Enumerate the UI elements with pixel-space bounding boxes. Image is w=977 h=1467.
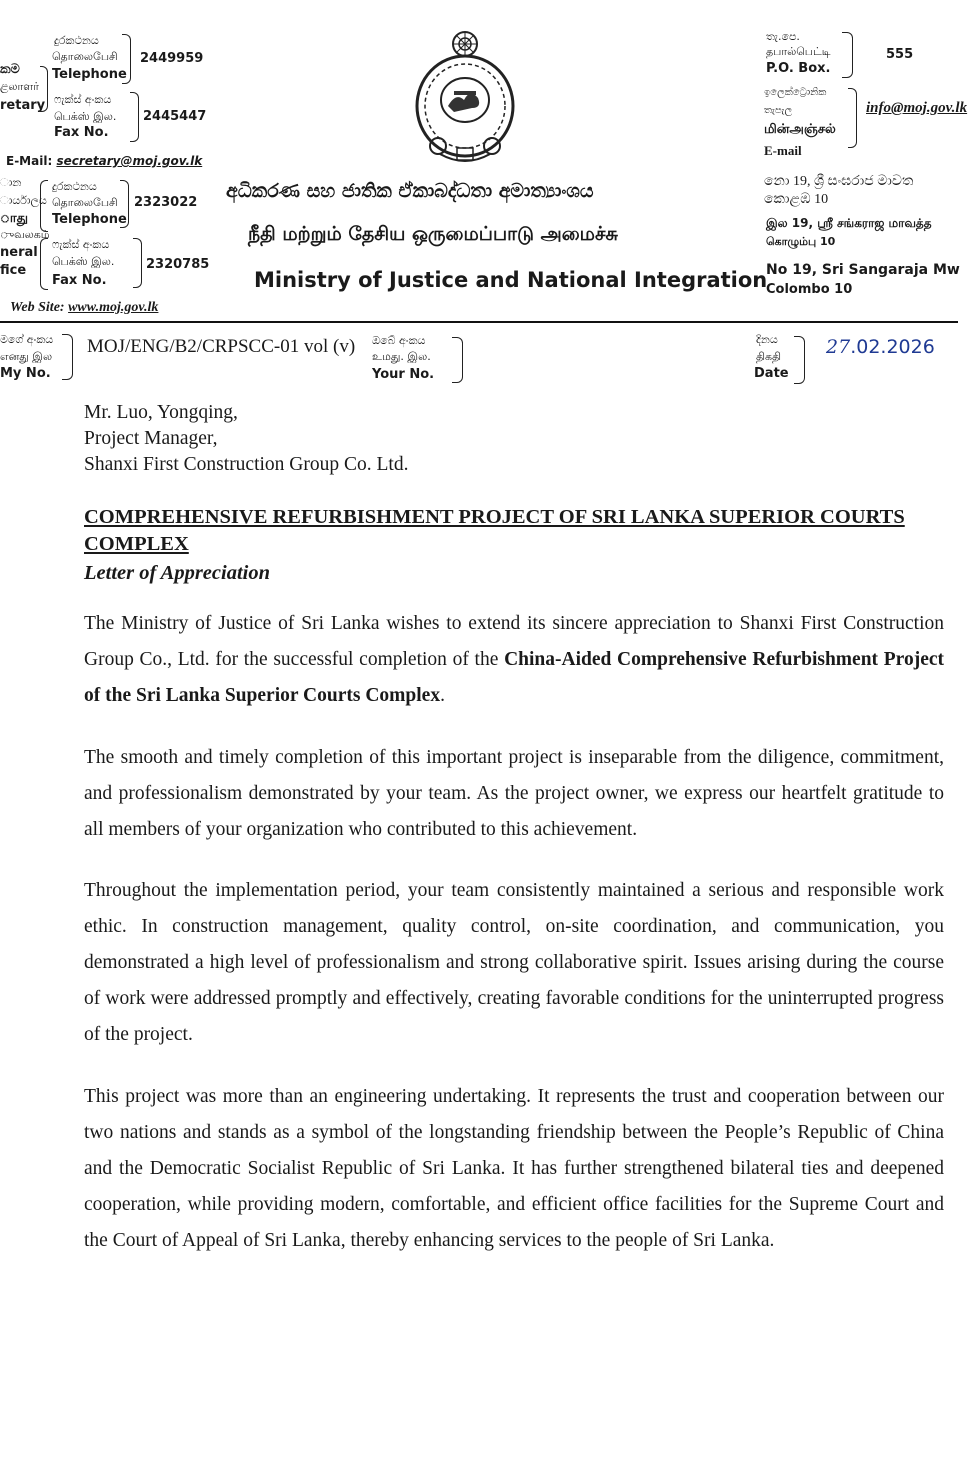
email-label: E-Mail: (6, 154, 53, 168)
email-label-ta: மின்அஞ்சல் (764, 122, 836, 137)
my-no-label-si: මගේ අංකය (0, 333, 54, 346)
your-no-label-ta: உமது. இல. (372, 350, 431, 363)
fax1-number: 2445447 (143, 109, 207, 124)
office2-side-d: ுவலகம் (0, 228, 50, 241)
office2-side-c: ாது (0, 211, 28, 226)
subject-line1: COMPREHENSIVE REFURBISHMENT PROJECT OF SRI LANKA SUPERIOR COURTS (84, 506, 905, 528)
my-no-label-en: My No. (0, 366, 51, 381)
email-label-si2: තැපැල (764, 105, 793, 116)
paragraph-1-text: The Ministry of Justice of Sri Lanka wishes to extend its sincere appreciation to Shanxi First Construction Group Co., Ltd. for the successful completion of the (84, 613, 944, 670)
paragraph-4: This project was more than an engineering undertaking. It represents the trust and cooperation between our two nations and stands as a symbol of the longstanding friendship between the People’s Republic of China and the Democratic Socialist Republic of Sri Lanka. It has further strengthened bilateral ties and deepened cooperation, while providing modern, comfortable, and efficient office facilities for the Supreme Court and the Court of Appeal of Sri Lanka, thereby enhancing services to the people of Sri Lanka. (84, 1086, 944, 1251)
address-en-line2: Colombo 10 (766, 282, 853, 297)
emblem-icon (410, 28, 520, 168)
subject-line2: COMPLEX (84, 533, 189, 555)
national-emblem (410, 28, 520, 168)
fax2-number: 2320785 (146, 257, 210, 272)
fax2-label-ta: பெக்ஸ் இல. (52, 255, 115, 268)
phone2-number: 2323022 (134, 195, 198, 210)
recipient-company: Shanxi First Construction Group Co. Ltd. (84, 454, 409, 475)
po-label-en: P.O. Box. (766, 61, 831, 76)
paragraph-1-end: . (440, 685, 445, 706)
ministry-title-sinhala: අධිකරණ සහ ජාතික ඒකාබද්ධතා අමාත්‍යාංශය (226, 180, 594, 202)
ministry-title-english: Ministry of Justice and National Integration (254, 268, 768, 292)
paragraph-1-project-name: China-Aided Comprehensive Refurbishment Project of the Sri Lanka Superior Courts Complex (84, 649, 944, 706)
fax1-label-ta: பெக்ஸ் இல. (54, 110, 117, 123)
fax1-label-en: Fax No. (54, 125, 109, 140)
fax2-label-en: Fax No. (52, 273, 107, 288)
email-row (6, 154, 202, 168)
office1-side-c: retary (0, 98, 46, 113)
header-divider (0, 321, 958, 323)
website-link[interactable]: www.moj.gov.lk (68, 300, 159, 315)
date-value (826, 336, 935, 358)
your-no-label-si: ඔබේ අංකය (372, 334, 426, 347)
po-number: 555 (886, 47, 914, 62)
office2-side-f: fice (0, 263, 27, 278)
date-label-ta: திகதி (756, 350, 782, 363)
address-si-line2: කොළඹ 10 (764, 192, 829, 207)
email-label-en: E-mail (764, 143, 802, 158)
address-si-line1: නො 19, ශ්‍රී සංඝරාජ මාවත (764, 174, 914, 189)
office2-side-a: ාන (0, 176, 22, 189)
phone1-label-en: Telephone (52, 67, 127, 82)
fax1-label-si: ෆැක්ස් අංකය (54, 93, 112, 106)
po-label-si: තැ.පෙ. (766, 30, 800, 43)
phone2-label-si: දුරකථනය (52, 180, 97, 193)
date-label-si: දිනය (756, 333, 778, 346)
subject-letter-type: Letter of Appreciation (84, 562, 270, 584)
recipient-title: Project Manager, (84, 428, 218, 449)
phone1-number: 2449959 (140, 51, 204, 66)
phone2-label-en: Telephone (52, 212, 127, 227)
fax2-label-si: ෆැක්ස් අංකය (52, 238, 110, 251)
office1-side-a: කම (0, 62, 20, 77)
po-label-ta: தபால்பெட்டி (766, 45, 831, 58)
website-row (10, 300, 158, 316)
date-day-handwritten: 27 (826, 336, 851, 358)
ministry-email-link[interactable]: info@moj.gov.lk (866, 100, 968, 116)
paragraph-2: The smooth and timely completion of this important project is inseparable from the diligence, commitment, and professionalism demonstrated by your team. As the project owner, we express our heartfelt gratitude to all members of your organization who contributed to this achievement. (84, 747, 944, 840)
date-label-en: Date (754, 366, 789, 381)
phone1-label-si: දුරකථනය (54, 34, 99, 47)
paragraph-3: Throughout the implementation period, your team consistently maintained a serious and responsible work ethic. In construction management, quality control, on-site coordination, and communication, you demonstrated a high level of professionalism and strong collaborative spirit. Issues arising during the course of work were addressed promptly and effectively, creating favorable conditions for the uninterrupted progress of the project. (84, 880, 944, 1045)
office2-side-e: neral (0, 245, 38, 260)
my-no-value: MOJ/ENG/B2/CRPSCC-01 vol (v) (87, 336, 356, 357)
office2-side-b: ාර්යාලය (0, 194, 47, 207)
paragraph-1 (84, 606, 944, 714)
email-label-si: ඉලෙක්ට්‍රොනික (764, 87, 827, 98)
date-month-year: .02.2026 (850, 336, 935, 358)
address-ta-line2: கொழும்பு 10 (766, 235, 836, 248)
address-ta-line1: இல 19, ஸ்ரீ சங்கராஜ மாவத்த (766, 216, 932, 230)
website-label: Web Site: (10, 300, 65, 315)
ministry-title-tamil: நீதி மற்றும் தேசிய ஒருமைப்பாடு அமைச்சு (248, 223, 618, 245)
your-no-label-en: Your No. (372, 367, 435, 382)
address-en-line1: No 19, Sri Sangaraja Mw (766, 262, 960, 278)
phone2-label-ta: தொலைபேசி (52, 196, 118, 209)
recipient-name: Mr. Luo, Yongqing, (84, 402, 238, 423)
recipient-block (84, 400, 408, 478)
my-no-label-ta: எனது இல (0, 350, 53, 363)
email-link[interactable]: secretary@moj.gov.lk (56, 154, 203, 168)
office1-side-b: ළலாளர் (0, 80, 39, 93)
phone1-label-ta: தொலைபேசி (52, 50, 118, 63)
